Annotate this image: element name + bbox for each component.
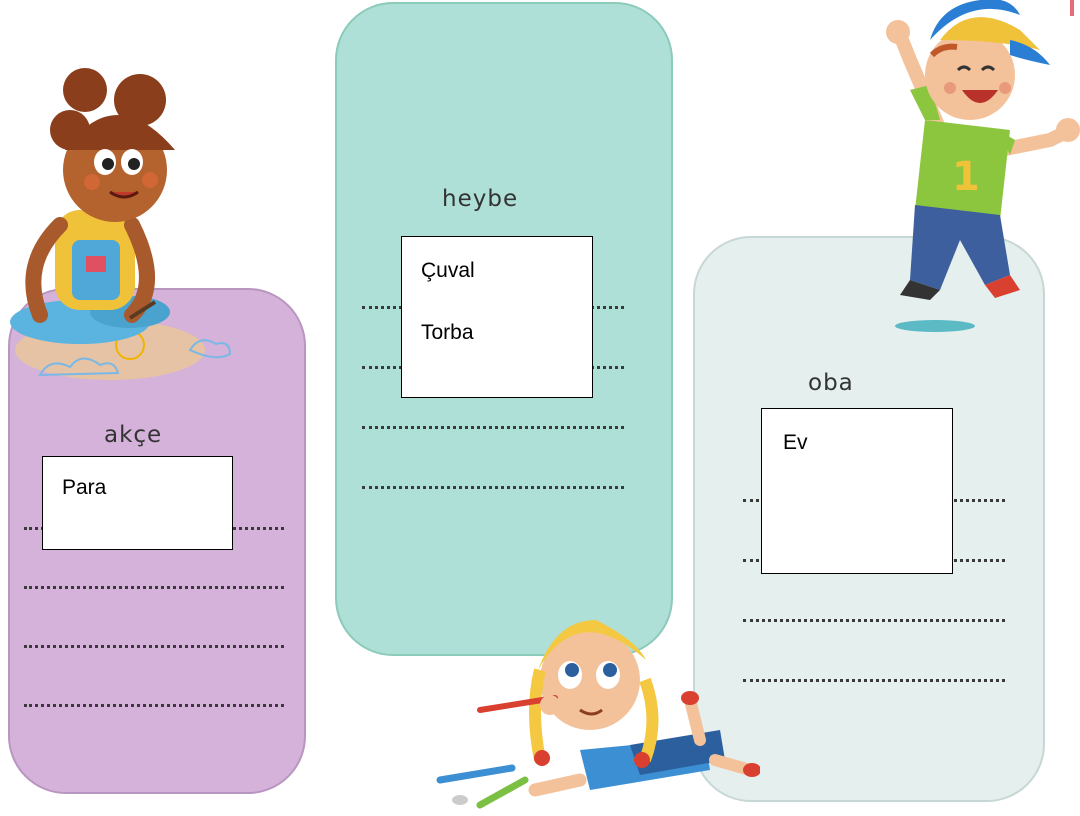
dotted-line — [362, 486, 624, 489]
dotted-line — [24, 645, 284, 648]
dotted-line — [743, 619, 1005, 622]
dotted-line — [24, 704, 284, 707]
heybe-answer-2: Torba — [421, 321, 474, 344]
heybe-answer-box[interactable] — [401, 236, 593, 398]
boy-jumping-illustration — [870, 0, 1080, 340]
dotted-line — [362, 426, 624, 429]
heybe-answer-1: Çuval — [421, 259, 475, 282]
akce-answer-box[interactable] — [42, 456, 233, 550]
oba-answer-box[interactable] — [761, 408, 953, 574]
akce-answer-1: Para — [62, 476, 107, 499]
oba-word: oba — [808, 370, 854, 396]
dotted-line — [24, 586, 284, 589]
akce-word: akçe — [104, 422, 163, 448]
heybe-word: heybe — [442, 186, 519, 212]
girl-drawing-illustration — [0, 50, 250, 410]
oba-answer-1: Ev — [783, 431, 808, 454]
girl-lying-illustration — [430, 610, 760, 816]
dotted-line — [743, 679, 1005, 682]
svg-text:1: 1 — [952, 154, 980, 200]
